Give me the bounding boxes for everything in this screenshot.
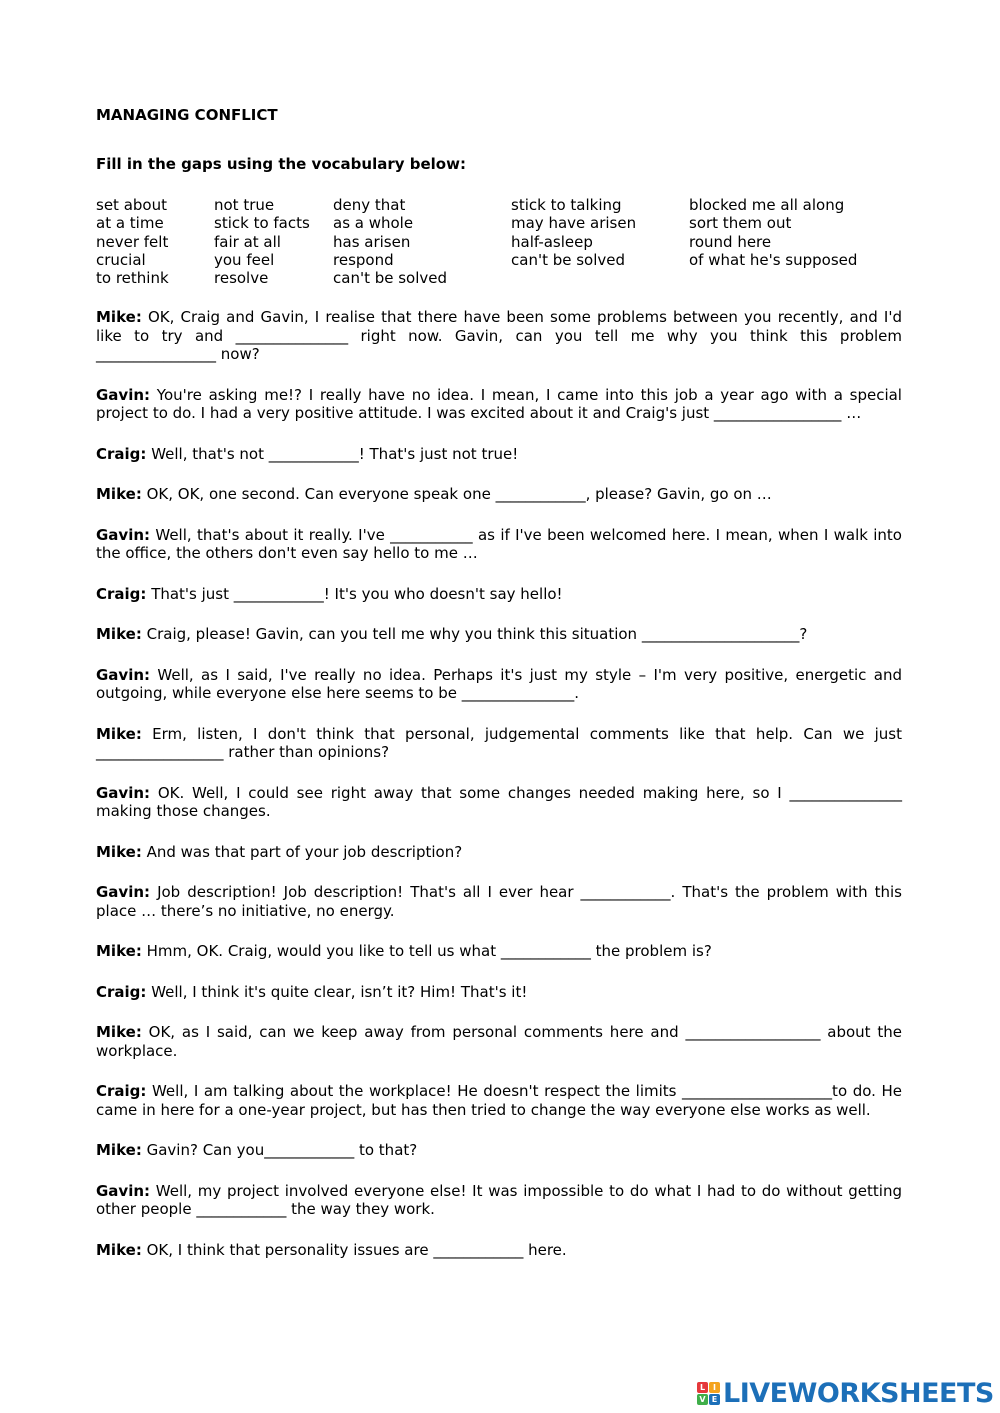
dialogue-text: Well, that's about it really. I've ___________ as if I've been welcomed here. I mean, when I walk into the office, the others don't even say hello to me … xyxy=(96,525,902,563)
dialogue-text: And was that part of your job description? xyxy=(146,842,463,861)
speaker-name: Mike: xyxy=(96,1240,142,1259)
dialogue-text: Well, I am talking about the workplace! He doesn't respect the limits ____________________to do. He came in here for a one-year project, but has then tried to change the way everyone else works as well. xyxy=(96,1082,902,1119)
vocab-item: round here xyxy=(689,232,772,251)
speaker-name: Craig: xyxy=(96,982,147,1001)
speaker-name: Craig: xyxy=(96,1082,147,1101)
vocab-item: you feel xyxy=(214,250,275,269)
worksheet xyxy=(96,106,902,1281)
dialogue-line xyxy=(96,1082,902,1119)
vocab-item: crucial xyxy=(96,250,146,269)
vocab-item: never felt xyxy=(96,232,169,251)
speaker-name: Mike: xyxy=(96,942,142,961)
speaker-name: Mike: xyxy=(96,625,142,644)
dialogue-text: Craig, please! Gavin, can you tell me why you think this situation _____________________? xyxy=(146,625,808,644)
vocab-item: half-asleep xyxy=(511,232,593,251)
logo-mark-letter: E xyxy=(709,1394,720,1405)
speaker-name: Mike: xyxy=(96,1141,142,1160)
speaker-name: Gavin: xyxy=(96,883,151,902)
vocab-column xyxy=(96,196,214,287)
dialogue-text: OK, as I said, can we keep away from personal comments here and __________________ about the workplace. xyxy=(96,1023,902,1060)
dialogue-line xyxy=(96,445,902,464)
vocab-item: blocked me all along xyxy=(689,196,845,214)
vocab-item: fair at all xyxy=(214,232,281,251)
vocab-item: deny that xyxy=(333,196,406,214)
vocab-item: not true xyxy=(214,196,275,214)
dialogue-text: You're asking me!? I really have no idea. I mean, I came into this job a year ago with a special project to do. I had a very positive attitude. I was excited about it and Craig's just _________________ … xyxy=(96,385,902,423)
dialogue-line xyxy=(96,526,902,563)
page-title: MANAGING CONFLICT xyxy=(96,106,278,124)
dialogue-line xyxy=(96,983,902,1002)
speaker-name: Gavin: xyxy=(96,665,151,684)
speaker-name: Mike: xyxy=(96,1023,142,1042)
dialogue-text: OK. Well, I could see right away that some changes needed making here, so I _______________ making those changes. xyxy=(96,783,902,821)
dialogue-line xyxy=(96,725,902,762)
speaker-name: Mike: xyxy=(96,308,142,327)
dialogue-line xyxy=(96,883,902,920)
vocab-column xyxy=(214,196,333,287)
logo-mark-letter: L xyxy=(697,1382,708,1393)
dialogue-text: Well, my project involved everyone else! It was impossible to do what I had to do without getting other people ____________ the way they work. xyxy=(96,1181,902,1219)
dialogue-line xyxy=(96,386,902,423)
vocab-item: to rethink xyxy=(96,269,169,288)
vocab-item: at a time xyxy=(96,214,164,233)
vocab-item: can't be solved xyxy=(333,269,448,288)
speaker-name: Mike: xyxy=(96,485,142,504)
vocab-item: has arisen xyxy=(333,232,411,251)
dialogue-line xyxy=(96,942,902,961)
dialogue-line xyxy=(96,1141,902,1160)
dialogue-line xyxy=(96,308,902,364)
liveworksheets-logo[interactable] xyxy=(697,1377,994,1409)
logo-text: LIVEWORKSHEETS xyxy=(723,1377,994,1409)
vocab-item: sort them out xyxy=(689,214,792,233)
speaker-name: Gavin: xyxy=(96,385,151,404)
vocab-item: may have arisen xyxy=(511,214,637,233)
dialogue-line xyxy=(96,1023,902,1060)
dialogue-line xyxy=(96,784,902,821)
dialogue-line xyxy=(96,585,902,604)
speaker-name: Mike: xyxy=(96,842,142,861)
speaker-name: Gavin: xyxy=(96,783,151,802)
vocab-column xyxy=(511,196,689,287)
dialogue-text: Well, as I said, I've really no idea. Perhaps it's just my style – I'm very positive, energetic and outgoing, while everyone else here seems to be _______________. xyxy=(96,665,902,703)
logo-mark-letter: V xyxy=(697,1394,708,1405)
dialogue-line xyxy=(96,1182,902,1219)
vocab-item: stick to talking xyxy=(511,196,622,214)
speaker-name: Mike: xyxy=(96,724,142,743)
dialogue-text: That's just ____________! It's you who doesn't say hello! xyxy=(151,584,563,603)
dialogue-text: Well, that's not ____________! That's just not true! xyxy=(151,444,519,463)
vocab-item: set about xyxy=(96,196,167,214)
dialogue xyxy=(96,308,902,1259)
dialogue-line xyxy=(96,1241,902,1260)
speaker-name: Gavin: xyxy=(96,1181,151,1200)
dialogue-text: Well, I think it's quite clear, isn’t it? Him! That's it! xyxy=(151,982,528,1001)
dialogue-text: OK, Craig and Gavin, I realise that there have been some problems between you recently, and I'd like to try and _______________ right now. Gavin, can you tell me why you think this problem ________________ now? xyxy=(96,308,902,364)
dialogue-text: OK, OK, one second. Can everyone speak one ____________, please? Gavin, go on … xyxy=(146,485,772,504)
speaker-name: Craig: xyxy=(96,444,147,463)
logo-mark-icon xyxy=(697,1382,720,1405)
vocab-item: of what he's supposed xyxy=(689,250,858,269)
vocab-column xyxy=(333,196,511,287)
dialogue-line xyxy=(96,625,902,644)
vocabulary-grid xyxy=(96,196,902,287)
dialogue-text: OK, I think that personality issues are ____________ here. xyxy=(146,1240,567,1259)
speaker-name: Gavin: xyxy=(96,525,151,544)
dialogue-text: Erm, listen, I don't think that personal, judgemental comments like that help. Can we just _________________ rather than opinions? xyxy=(96,724,902,762)
vocab-item: as a whole xyxy=(333,214,414,233)
dialogue-text: Gavin? Can you____________ to that? xyxy=(146,1141,418,1160)
dialogue-line xyxy=(96,485,902,504)
dialogue-line xyxy=(96,843,902,862)
logo-mark-letter: I xyxy=(709,1382,720,1393)
dialogue-text: Job description! Job description! That's all I ever hear ____________. That's the problem with this place … there’s no initiative, no energy. xyxy=(96,883,902,920)
vocab-item: stick to facts xyxy=(214,214,310,233)
vocab-item: respond xyxy=(333,250,394,269)
vocab-item: can't be solved xyxy=(511,250,626,269)
instructions: Fill in the gaps using the vocabulary below: xyxy=(96,155,466,173)
speaker-name: Craig: xyxy=(96,584,147,603)
dialogue-text: Hmm, OK. Craig, would you like to tell us what ____________ the problem is? xyxy=(146,942,712,961)
vocab-item: resolve xyxy=(214,269,269,288)
vocab-column xyxy=(689,196,902,287)
dialogue-line xyxy=(96,666,902,703)
